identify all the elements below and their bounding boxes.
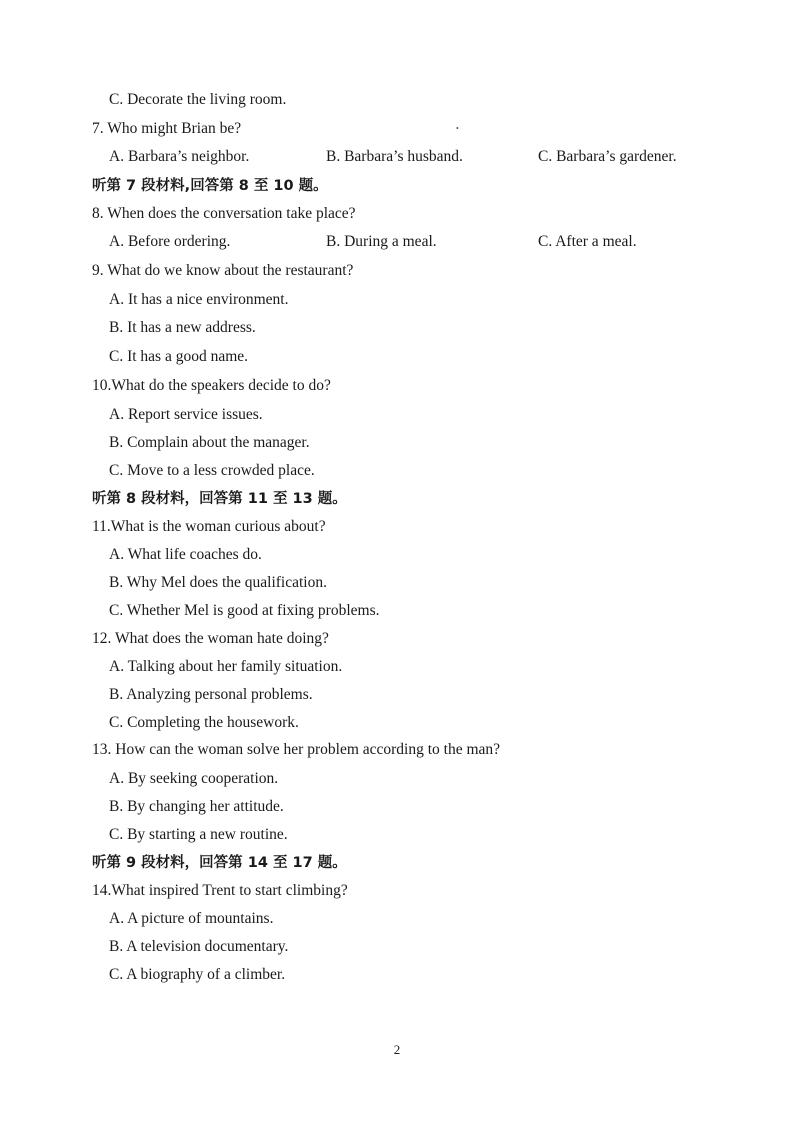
q7-option-a: A. Barbara’s neighbor. (109, 148, 250, 165)
q8-option-a: A. Before ordering. (109, 233, 231, 250)
section-heading-7: 听第 7 段材料,回答第 8 至 10 题。 (92, 178, 328, 194)
question-8: 8. When does the conversation take place? (92, 205, 356, 222)
q8-option-c: C. After a meal. (538, 233, 637, 250)
q7-option-c: C. Barbara’s gardener. (538, 148, 677, 165)
question-11: 11.What is the woman curious about? (92, 518, 326, 535)
question-12: 12. What does the woman hate doing? (92, 630, 329, 647)
question-13: 13. How can the woman solve her problem according to the man? (92, 741, 501, 758)
q7-option-b: B. Barbara’s husband. (326, 148, 463, 165)
q10-option-b: B. Complain about the manager. (109, 434, 310, 451)
q10-option-c: C. Move to a less crowded place. (109, 462, 315, 479)
q14-option-b: B. A television documentary. (109, 938, 289, 955)
q11-option-c: C. Whether Mel is good at fixing problems. (109, 602, 380, 619)
q12-option-c: C. Completing the housework. (109, 714, 299, 731)
q13-option-c: C. By starting a new routine. (109, 826, 288, 843)
question-9: 9. What do we know about the restaurant? (92, 262, 354, 279)
section-heading-9: 听第 9 段材料，回答第 14 至 17 题。 (92, 855, 347, 871)
q8-option-b: B. During a meal. (326, 233, 437, 250)
q9-option-b: B. It has a new address. (109, 319, 256, 336)
q14-option-a: A. A picture of mountains. (109, 910, 274, 927)
q14-option-c: C. A biography of a climber. (109, 966, 286, 983)
q12-option-b: B. Analyzing personal problems. (109, 686, 313, 703)
question-14: 14.What inspired Trent to start climbing? (92, 882, 348, 899)
page-number: 2 (393, 1042, 401, 1057)
q13-option-b: B. By changing her attitude. (109, 798, 284, 815)
q9-option-c: C. It has a good name. (109, 348, 249, 365)
q12-option-a: A. Talking about her family situation. (109, 658, 343, 675)
question-10: 10.What do the speakers decide to do? (92, 377, 331, 394)
q11-option-a: A. What life coaches do. (109, 546, 262, 563)
q6-option-c: C. Decorate the living room. (109, 91, 287, 108)
section-heading-8: 听第 8 段材料，回答第 11 至 13 题。 (92, 491, 347, 507)
q10-option-a: A. Report service issues. (109, 406, 263, 423)
q11-option-b: B. Why Mel does the qualification. (109, 574, 327, 591)
q9-option-a: A. It has a nice environment. (109, 291, 289, 308)
question-7: 7. Who might Brian be? (92, 120, 242, 137)
q13-option-a: A. By seeking cooperation. (109, 770, 279, 787)
scan-speck: • (456, 124, 459, 133)
